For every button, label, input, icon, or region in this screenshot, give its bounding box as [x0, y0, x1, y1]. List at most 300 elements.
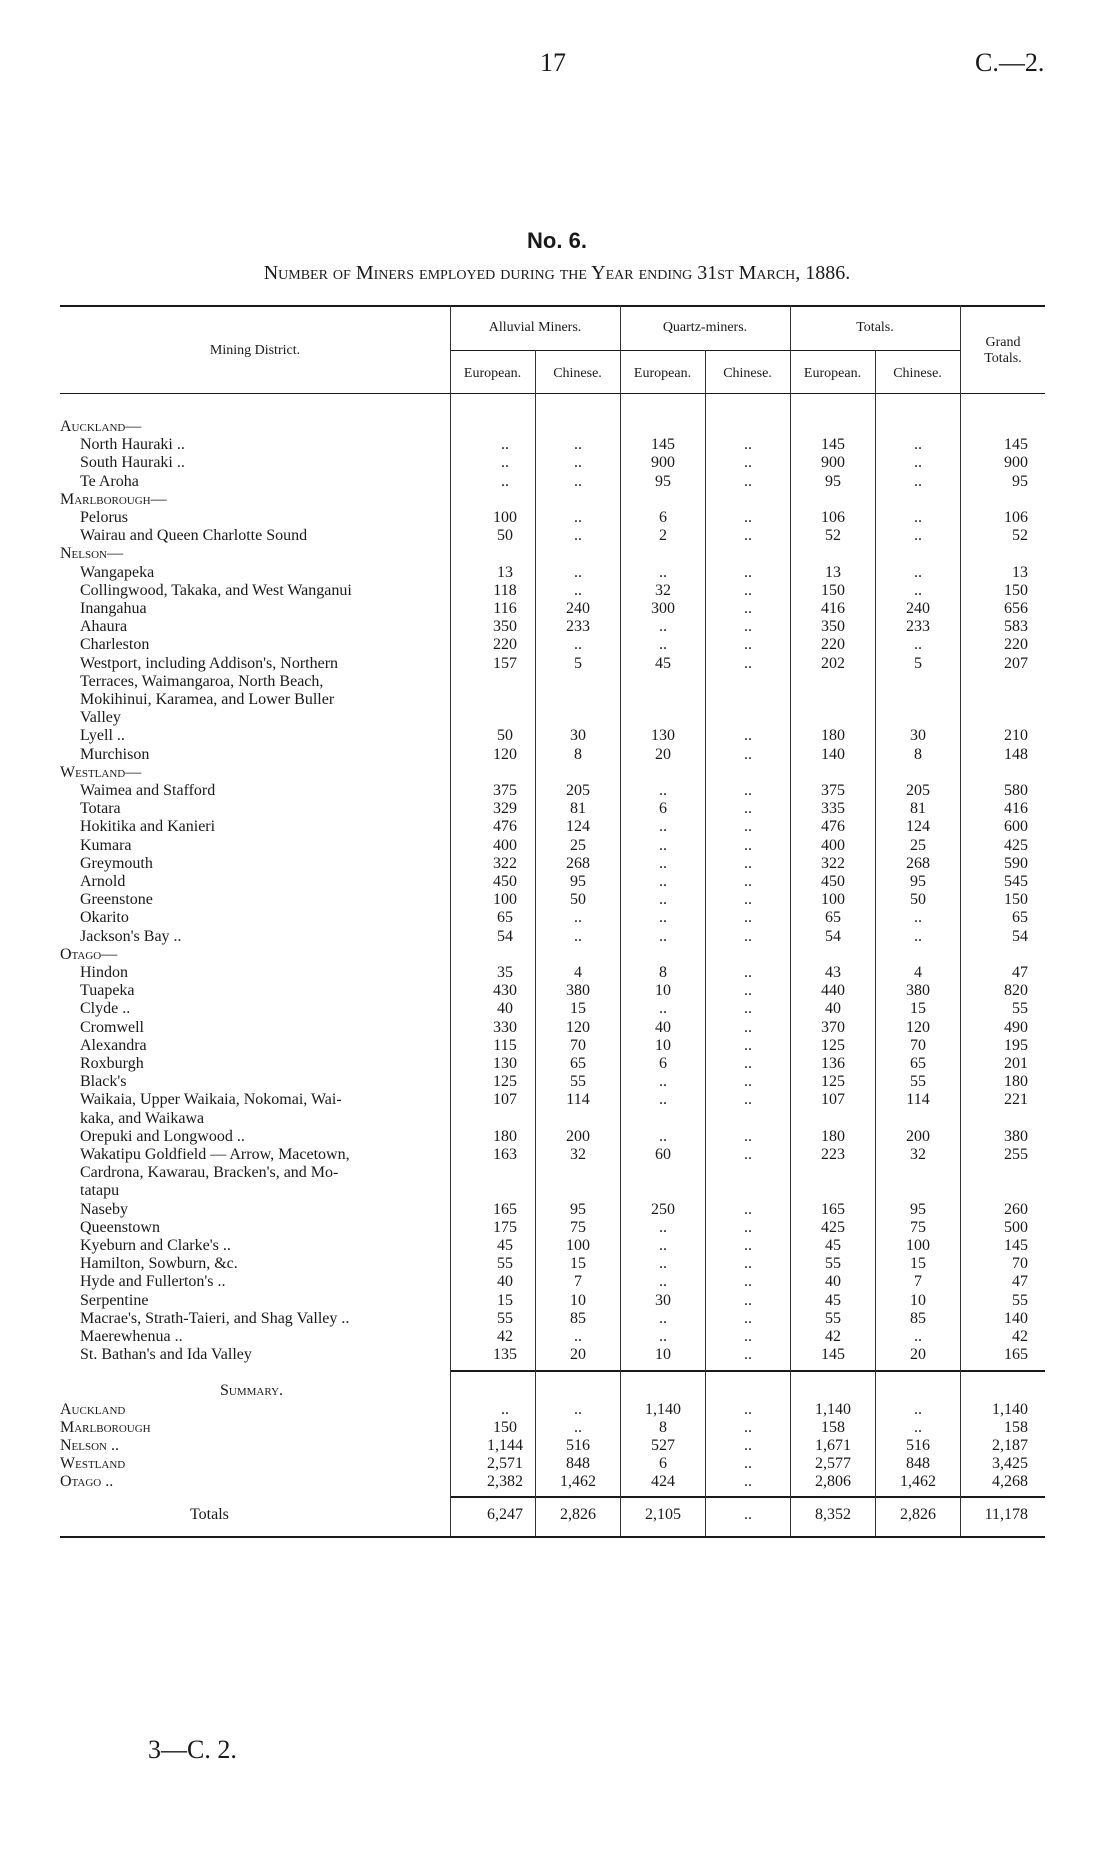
cell-value: .. — [659, 618, 667, 636]
cell-value: 335 — [821, 800, 845, 818]
table-row — [60, 855, 1045, 873]
table-row — [60, 800, 1045, 818]
district-name: Roxburgh — [80, 1055, 144, 1072]
table-number: No. 6. — [527, 228, 587, 253]
district-name: Pelorus — [80, 509, 128, 526]
cell-value: 150 — [1004, 891, 1028, 909]
cell-value: 75 — [570, 1218, 586, 1236]
district-name: Charleston — [80, 636, 150, 654]
cell-value: 47 — [1012, 964, 1028, 981]
table-row — [60, 1292, 1045, 1310]
cell-value: .. — [744, 1000, 752, 1018]
district-name: St. Bathan's and Ida Valley — [80, 1346, 252, 1364]
cell-value: .. — [744, 1091, 752, 1109]
cell-value: 233 — [566, 618, 590, 636]
cell-value: 52 — [825, 527, 841, 545]
cell-value: 135 — [493, 1346, 517, 1364]
district-name: Waikaia, Upper Waikaia, Nokomai, Wai- — [80, 1091, 342, 1109]
cell-value: 425 — [1004, 836, 1028, 854]
cell-value: .. — [659, 1309, 667, 1327]
cell-value: 15 — [910, 1255, 926, 1273]
cell-value: .. — [659, 836, 667, 854]
cell-value: 145 — [821, 436, 845, 454]
cell-value: .. — [659, 873, 667, 890]
cell-value: 6 — [659, 509, 667, 526]
cell-value: .. — [914, 581, 922, 599]
cell-value: 70 — [570, 1036, 586, 1054]
cell-value: 2,826 — [560, 1505, 596, 1523]
cell-value: 32 — [655, 581, 671, 599]
cell-value: .. — [659, 818, 667, 836]
cell-value: .. — [914, 472, 922, 490]
district-name: South Hauraki .. — [80, 454, 185, 472]
cell-value: .. — [659, 1237, 667, 1254]
cell-value: 656 — [1004, 600, 1028, 617]
cell-value: 70 — [1012, 1255, 1028, 1273]
cell-value: 45 — [497, 1237, 513, 1254]
cell-value: 85 — [910, 1309, 926, 1327]
cell-value: 6,247 — [487, 1505, 523, 1523]
cell-value: .. — [914, 454, 922, 472]
cell-value: 330 — [493, 1018, 517, 1036]
cell-value: 116 — [493, 600, 517, 617]
cell-value: 55 — [497, 1255, 513, 1273]
cell-value: 1,140 — [815, 1400, 851, 1418]
table-row — [60, 509, 1045, 527]
summary-row — [60, 1437, 1045, 1455]
summary-row — [60, 1419, 1045, 1437]
table-row — [60, 582, 1045, 600]
cell-value: 114 — [566, 1091, 590, 1109]
cell-value: .. — [744, 1291, 752, 1309]
table-row — [60, 818, 1045, 836]
cell-value: .. — [744, 527, 752, 545]
cell-value: 130 — [493, 1055, 517, 1072]
cell-value: 40 — [497, 1273, 513, 1291]
cell-value: .. — [659, 909, 667, 927]
district-name-continued: Cardrona, Kawarau, Bracken's, and Mo- — [80, 1164, 339, 1182]
cell-value: 75 — [910, 1218, 926, 1236]
cell-value: 490 — [1004, 1018, 1028, 1036]
cell-value: .. — [744, 472, 752, 490]
district-name: Kyeburn and Clarke's .. — [80, 1237, 231, 1254]
cell-value: 40 — [825, 1000, 841, 1018]
cell-value: 125 — [821, 1073, 845, 1091]
district-name-continued: Terraces, Waimangaroa, North Beach, — [80, 672, 324, 690]
district-name: Westland — [60, 1455, 126, 1473]
cell-value: 220 — [821, 636, 845, 654]
cell-value: 52 — [1012, 527, 1028, 545]
cell-value: .. — [744, 1455, 752, 1473]
cell-value: 2,382 — [487, 1473, 523, 1491]
cell-value: .. — [744, 1473, 752, 1491]
cell-value: 55 — [910, 1073, 926, 1091]
header-totals: Totals. — [856, 320, 894, 335]
district-name: Te Aroha — [80, 472, 139, 490]
cell-value: 5 — [574, 654, 582, 672]
cell-value: 30 — [570, 727, 586, 745]
header-alluvial: Alluvial Miners. — [488, 320, 582, 335]
cell-value: 100 — [821, 891, 845, 909]
table-row — [60, 837, 1045, 855]
cell-value: 47 — [1012, 1273, 1028, 1291]
cell-value: .. — [659, 1127, 667, 1145]
cell-value: 107 — [821, 1091, 845, 1109]
cell-value: .. — [744, 909, 752, 927]
table-row — [60, 909, 1045, 927]
district-name: Totals — [190, 1505, 229, 1523]
district-name: Queenstown — [80, 1218, 160, 1236]
column-rule — [960, 305, 961, 1536]
district-name: Lyell .. — [80, 727, 125, 745]
district-name: Jackson's Bay .. — [80, 927, 182, 945]
cell-value: .. — [744, 600, 752, 617]
district-name-continued: Valley — [80, 709, 121, 727]
table-row — [60, 1273, 1045, 1291]
cell-value: 175 — [493, 1218, 517, 1236]
cell-value: .. — [914, 436, 922, 454]
top-rule — [60, 305, 1045, 307]
cell-value: .. — [744, 1237, 752, 1254]
district-name: Black's — [80, 1073, 127, 1091]
cell-value: .. — [574, 909, 582, 927]
table-row — [60, 891, 1045, 909]
header-mining-district: Mining District. — [209, 343, 301, 358]
cell-value: 45 — [825, 1291, 841, 1309]
cell-value: 233 — [906, 618, 930, 636]
table-row — [60, 564, 1045, 582]
table-row — [60, 473, 1045, 491]
cell-value: 201 — [1004, 1055, 1028, 1072]
cell-value: 1,144 — [487, 1437, 523, 1454]
cell-value: 55 — [825, 1255, 841, 1273]
cell-value: 580 — [1004, 782, 1028, 799]
cell-value: 900 — [1004, 454, 1028, 472]
table-title: Number of Miners employed during the Year ending 31st March, 1886. — [263, 262, 851, 284]
summary-rule — [450, 1370, 1045, 1372]
cell-value: 450 — [821, 873, 845, 890]
cell-value: 114 — [906, 1091, 930, 1109]
cell-value: .. — [744, 891, 752, 909]
cell-value: .. — [744, 454, 752, 472]
cell-value: .. — [744, 1073, 752, 1091]
cell-value: 150 — [821, 581, 845, 599]
header-grand-totals: Grand Totals. — [984, 335, 1022, 366]
cell-value: 55 — [825, 1309, 841, 1327]
cell-value: 900 — [651, 454, 675, 472]
cell-value: 380 — [566, 982, 590, 1000]
summary-row — [60, 1473, 1045, 1491]
cell-value: 8 — [659, 1418, 667, 1436]
cell-value: 81 — [910, 800, 926, 818]
cell-value: 13 — [1012, 563, 1028, 581]
cell-value: 95 — [910, 1200, 926, 1218]
cell-value: .. — [914, 1328, 922, 1345]
cell-value: 25 — [910, 836, 926, 854]
summary-heading-row — [60, 1382, 1045, 1400]
cell-value: 6 — [659, 1055, 667, 1072]
cell-value: .. — [744, 1418, 752, 1436]
cell-value: 380 — [1004, 1127, 1028, 1145]
table-row — [60, 1310, 1045, 1328]
section-heading: Nelson— — [60, 545, 123, 563]
cell-value: .. — [574, 636, 582, 654]
district-name: Ahaura — [80, 618, 128, 636]
cell-value: 180 — [821, 1127, 845, 1145]
cell-value: 145 — [1004, 1237, 1028, 1254]
cell-value: 5 — [914, 654, 922, 672]
cell-value: .. — [744, 782, 752, 799]
cell-value: 32 — [910, 1146, 926, 1163]
cell-value: .. — [744, 1400, 752, 1418]
cell-value: 95 — [1012, 472, 1028, 490]
cell-value: .. — [744, 873, 752, 890]
district-name: Alexandra — [80, 1036, 147, 1054]
cell-value: .. — [914, 563, 922, 581]
cell-value: .. — [744, 1309, 752, 1327]
cell-value: .. — [659, 891, 667, 909]
cell-value: 416 — [821, 600, 845, 617]
cell-value: 250 — [651, 1200, 675, 1218]
cell-value: 20 — [570, 1346, 586, 1364]
cell-value: .. — [914, 1418, 922, 1436]
cell-value: .. — [744, 745, 752, 763]
cell-value: 165 — [1004, 1346, 1028, 1364]
district-name: Kumara — [80, 836, 132, 854]
cell-value: 20 — [655, 745, 671, 763]
cell-value: .. — [914, 927, 922, 945]
cell-value: 240 — [566, 600, 590, 617]
cell-value: .. — [574, 1400, 582, 1418]
cell-value: 54 — [1012, 927, 1028, 945]
cell-value: 60 — [655, 1146, 671, 1163]
cell-value: 400 — [493, 836, 517, 854]
summary-row — [60, 1455, 1045, 1473]
totals-rule — [450, 1496, 1045, 1498]
cell-value: .. — [744, 1346, 752, 1364]
summary-row — [60, 1401, 1045, 1419]
table-row — [60, 1091, 1045, 1109]
table-row — [60, 600, 1045, 618]
cell-value: .. — [659, 1273, 667, 1291]
cell-value: 15 — [910, 1000, 926, 1018]
cell-value: 424 — [651, 1473, 675, 1491]
cell-value: 45 — [825, 1237, 841, 1254]
table-row — [60, 636, 1045, 654]
table-row — [60, 1055, 1045, 1073]
cell-value: 255 — [1004, 1146, 1028, 1163]
cell-value: 15 — [570, 1255, 586, 1273]
cell-value: 2,806 — [815, 1473, 851, 1491]
cell-value: 820 — [1004, 982, 1028, 1000]
cell-value: .. — [744, 1127, 752, 1145]
column-rule — [705, 350, 706, 1536]
cell-value: 50 — [570, 891, 586, 909]
header-bottom-rule — [60, 393, 1045, 394]
cell-value: 210 — [1004, 727, 1028, 745]
cell-value: 202 — [821, 654, 845, 672]
cell-value: 207 — [1004, 654, 1028, 672]
column-rule — [450, 305, 451, 1536]
cell-value: .. — [744, 927, 752, 945]
cell-value: 350 — [493, 618, 517, 636]
cell-value: 163 — [493, 1146, 517, 1163]
cell-value: .. — [744, 1505, 752, 1523]
district-name: Orepuki and Longwood .. — [80, 1127, 245, 1145]
cell-value: 118 — [493, 581, 517, 599]
bottom-rule — [60, 1536, 1045, 1538]
table-row — [60, 964, 1045, 982]
cell-value: .. — [659, 1328, 667, 1345]
cell-value: .. — [501, 454, 509, 472]
cell-value: 81 — [570, 800, 586, 818]
cell-value: 165 — [821, 1200, 845, 1218]
cell-value: 40 — [655, 1018, 671, 1036]
cell-value: 10 — [655, 1036, 671, 1054]
cell-value: 42 — [825, 1328, 841, 1345]
cell-value: 7 — [914, 1273, 922, 1291]
cell-value: 107 — [493, 1091, 517, 1109]
header-totals-chinese: Chinese. — [893, 366, 942, 381]
cell-value: 106 — [821, 509, 845, 526]
cell-value: 1,671 — [815, 1437, 851, 1454]
cell-value: .. — [744, 727, 752, 745]
cell-value: .. — [574, 1418, 582, 1436]
district-name: Wakatipu Goldfield — Arrow, Macetown, — [80, 1146, 350, 1163]
cell-value: 1,462 — [560, 1473, 596, 1491]
cell-value: 125 — [493, 1073, 517, 1091]
cell-value: 2,105 — [645, 1505, 681, 1523]
district-name: Hamilton, Sowburn, &c. — [80, 1255, 238, 1273]
cell-value: 145 — [1004, 436, 1028, 454]
cell-value: 7 — [574, 1273, 582, 1291]
cell-value: 4 — [914, 964, 922, 981]
cell-value: 106 — [1004, 509, 1028, 526]
cell-value: 136 — [821, 1055, 845, 1072]
cell-value: .. — [744, 1036, 752, 1054]
cell-value: 130 — [651, 727, 675, 745]
cell-value: 2,571 — [487, 1455, 523, 1473]
cell-value: 165 — [493, 1200, 517, 1218]
cell-value: .. — [744, 654, 752, 672]
cell-value: 350 — [821, 618, 845, 636]
table-row — [60, 1019, 1045, 1037]
cell-value: 380 — [906, 982, 930, 1000]
cell-value: .. — [574, 454, 582, 472]
cell-value: 95 — [570, 1200, 586, 1218]
district-name-continued: tatapu — [80, 1182, 120, 1200]
section-heading: Auckland— — [60, 418, 142, 435]
district-name-continued: Mokihinui, Karamea, and Lower Buller — [80, 691, 335, 708]
district-name: Hindon — [80, 964, 128, 981]
cell-value: 240 — [906, 600, 930, 617]
cell-value: .. — [744, 618, 752, 636]
table-row — [60, 1201, 1045, 1219]
cell-value: .. — [659, 563, 667, 581]
cell-value: .. — [501, 472, 509, 490]
table-row — [60, 436, 1045, 454]
cell-value: 545 — [1004, 873, 1028, 890]
table-row — [60, 1128, 1045, 1146]
cell-value: .. — [574, 563, 582, 581]
cell-value: .. — [574, 927, 582, 945]
cell-value: .. — [744, 563, 752, 581]
district-name: Otago .. — [60, 1473, 114, 1491]
cell-value: 195 — [1004, 1036, 1028, 1054]
district-name: Totara — [80, 800, 121, 818]
cell-value: 13 — [497, 563, 513, 581]
cell-value: 120 — [906, 1018, 930, 1036]
cell-value: 3,425 — [992, 1455, 1028, 1473]
cell-value: .. — [744, 1055, 752, 1072]
cell-value: 268 — [906, 854, 930, 872]
cell-value: 25 — [570, 836, 586, 854]
district-name: Auckland — [60, 1400, 126, 1418]
cell-value: 150 — [493, 1418, 517, 1436]
cell-value: .. — [744, 964, 752, 981]
cell-value: 50 — [497, 727, 513, 745]
header-alluvial-chinese: Chinese. — [553, 366, 602, 381]
table-row — [60, 1328, 1045, 1346]
cell-value: 223 — [821, 1146, 845, 1163]
cell-value: 120 — [566, 1018, 590, 1036]
cell-value: .. — [574, 472, 582, 490]
cell-value: 516 — [566, 1437, 590, 1454]
district-name: Arnold — [80, 873, 126, 890]
cell-value: .. — [659, 1073, 667, 1091]
cell-value: 54 — [497, 927, 513, 945]
cell-value: .. — [501, 1400, 509, 1418]
cell-value: 40 — [825, 1273, 841, 1291]
table-row — [60, 655, 1045, 673]
cell-value: .. — [914, 527, 922, 545]
cell-value: .. — [744, 1273, 752, 1291]
cell-value: .. — [744, 1200, 752, 1218]
section-heading: Westland— — [60, 763, 142, 781]
header-quartz-chinese: Chinese. — [723, 366, 772, 381]
cell-value: .. — [744, 436, 752, 454]
cell-value: .. — [574, 509, 582, 526]
cell-value: 40 — [497, 1000, 513, 1018]
district-name: Waimea and Stafford — [80, 782, 216, 799]
table-row — [60, 1219, 1045, 1237]
cell-value: 158 — [1004, 1418, 1028, 1436]
cell-value: .. — [744, 800, 752, 818]
table-row — [60, 1037, 1045, 1055]
cell-value: .. — [744, 982, 752, 1000]
cell-value: 13 — [825, 563, 841, 581]
cell-value: 8 — [659, 964, 667, 981]
totals-row — [60, 1506, 1045, 1524]
cell-value: .. — [914, 1400, 922, 1418]
column-rule — [875, 350, 876, 1536]
district-name: Naseby — [80, 1200, 128, 1218]
cell-value: 10 — [655, 1346, 671, 1364]
cell-value: 55 — [1012, 1291, 1028, 1309]
cell-value: 600 — [1004, 818, 1028, 836]
cell-value: 2,826 — [900, 1505, 936, 1523]
cell-value: 220 — [493, 636, 517, 654]
cell-value: 70 — [910, 1036, 926, 1054]
cell-value: 8,352 — [815, 1505, 851, 1523]
cell-value: 220 — [1004, 636, 1028, 654]
cell-value: .. — [744, 836, 752, 854]
cell-value: 400 — [821, 836, 845, 854]
cell-value: 65 — [1012, 909, 1028, 927]
column-rule — [790, 305, 791, 1536]
cell-value: 416 — [1004, 800, 1028, 818]
cell-value: 2,187 — [992, 1437, 1028, 1454]
